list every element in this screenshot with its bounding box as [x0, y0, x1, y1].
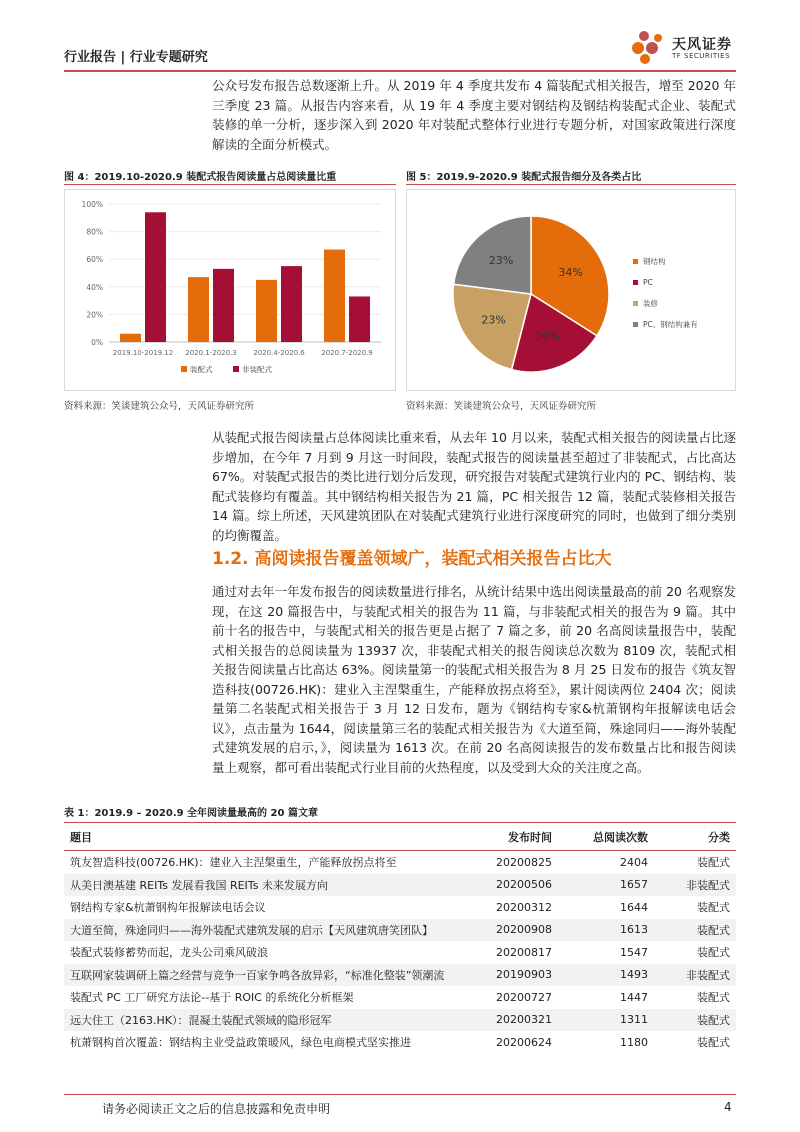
figure5-chart-frame [406, 189, 736, 391]
column-header-category: 分类 [654, 823, 736, 851]
cell-category: 装配式 [697, 856, 730, 870]
cell-title: 装配式装修蓄势而起，龙头公司乘风破浪 [70, 946, 268, 960]
bar-prefab [188, 277, 209, 342]
brand-name-en: TF SECURITIES [672, 52, 731, 60]
cell-reads: 2404 [620, 855, 648, 869]
ranking-paragraph: 通过对去年一年发布报告的阅读数量进行排名，从统计结果中选出阅读量最高的前 20 名观察发现，在这 20 篇报告中，与装配式相关的报告为 11 篇，与非装配式相关的报告为 9 篇。其中前十名的报告中，与装配式相关的报告更是占据了 7 篇之多，前 20 名高阅读量报告中，装配式相关报告的总阅读量为 13937 次，非装配式相关的报告阅读总次数为 8109 次，装配式相关报告阅读量占比高达 63%。阅读量第一的装配式相关报告为 8 月 25 日发布的报告《筑友智造科技(00726.HK)：建业入主涅槃重生，产能释放拐点将至》，累计阅读两位 2404 次；阅读量第二名装配式相关报告于 3 月 12 日发布，题为《钢结构专家&杭萧钢构年报解读电话会议》，点击量为 1644，阅读量第三名的装配式相关报告为《大道至简，殊途同归——海外装配式建筑发展的启示，》，阅读量为 1613 次。在前 20 名高阅读报告的发布数量占比和报告阅读量上观察，都可看出装配式行业目前的火热程度，以及受到大众的关注度之高。 [212, 584, 736, 775]
figure5-title-rule [406, 184, 736, 185]
cell-reads: 1180 [620, 1035, 648, 1049]
bar-prefab [120, 334, 141, 342]
bar-non-prefab [349, 296, 370, 342]
cell-category: 装配式 [697, 1036, 730, 1050]
figure4-chart-frame [64, 189, 396, 391]
pie-data-label: 23% [481, 313, 506, 327]
cell-title: 互联网家装调研上篇之经营与竞争一百家争鸣各放异彩，“标准化整装”领潮流 [64, 964, 476, 987]
table-row [64, 919, 736, 942]
figure4-title: 图 4：2019.10-2020.9 装配式报告阅读量占总阅读量比重 [64, 172, 337, 183]
cell-category: 装配式 [654, 919, 736, 942]
footer-disclaimer: 请务必阅读正文之后的信息披露和免责申明 [102, 1102, 331, 1116]
table-row [64, 986, 736, 1009]
y-tick-label: 20% [86, 310, 103, 320]
cell-title: 装配式 PC 工厂研究方法论--基于 ROIC 的系统化分析框架 [70, 991, 354, 1005]
cell-title: 筑友智造科技(00726.HK)：建业入主涅槃重生，产能释放拐点将至 [70, 856, 397, 870]
table-row [64, 1031, 736, 1054]
x-tick-label: 2020.7-2020.9 [321, 349, 373, 357]
legend-swatch [633, 322, 638, 327]
table-header-row [64, 823, 736, 851]
footer-divider [64, 1094, 736, 1095]
y-tick-label: 100% [81, 200, 103, 209]
header-divider [64, 70, 736, 72]
figure5-pie-chart [407, 190, 735, 390]
tf-logo-icon [628, 28, 672, 68]
table-row [64, 896, 736, 919]
legend-label: 钢结构 [643, 257, 666, 266]
cell-title: 杭萧钢构首次覆盖：钢结构主业受益政策暖风，绿色电商模式坚实推进 [70, 1036, 411, 1050]
cell-date: 20200312 [496, 900, 552, 914]
x-tick-label: 2020.1-2020.3 [185, 349, 237, 357]
y-tick-label: 80% [86, 227, 103, 237]
column-header-reads: 总阅读次数 [558, 823, 654, 851]
cell-title: 钢结构专家&杭萧钢构年报解读电话会议 [70, 901, 266, 915]
cell-category: 装配式 [697, 901, 730, 915]
top-articles-table [64, 822, 736, 1054]
cell-category: 非装配式 [654, 874, 736, 897]
cell-date: 20200825 [496, 855, 552, 869]
table-row [64, 941, 736, 964]
cell-reads: 1493 [558, 964, 654, 987]
cell-title: 大道至简，殊途同归——海外装配式建筑发展的启示【天风建筑唐笑团队】 [64, 919, 476, 942]
pie-data-label: 23% [488, 254, 514, 268]
figure4-bar-chart [65, 190, 395, 390]
legend-label: 装配式 [190, 365, 213, 374]
header-title: 行业报告 | 行业专题研究 [64, 50, 208, 65]
figure5-title: 图 5：2019.9-2020.9 装配式报告细分及各类占比 [406, 172, 642, 183]
bar-non-prefab [213, 269, 234, 342]
cell-reads: 1547 [620, 945, 648, 959]
y-tick-label: 0% [91, 338, 103, 347]
cell-date: 20200908 [476, 919, 558, 942]
legend-swatch [633, 280, 638, 285]
cell-title: 远大住工（2163.HK）：混凝土装配式领域的隐形冠军 [64, 1009, 476, 1032]
cell-date: 20200727 [496, 990, 552, 1004]
bar-non-prefab [145, 212, 166, 342]
cell-reads: 1644 [620, 900, 648, 914]
intro-paragraph: 公众号发布报告总数逐渐上升。从 2019 年 4 季度共发布 4 篇装配式相关报告，增至 2020 年三季度 23 篇。从报告内容来看，从 19 年 4 季度主要对钢结构及钢结构装配式企业、装配式装修的单一分析，逐步深入到 2020 年对装配式整体行业进行专题分析，对国家政策进行深度解读的全面分析模式。 [212, 78, 736, 152]
x-tick-label: 2020.4-2020.6 [253, 349, 305, 357]
cell-reads: 1613 [558, 919, 654, 942]
pie-data-label: 20% [535, 330, 560, 344]
table-row [64, 964, 736, 987]
cell-date: 20200506 [476, 874, 558, 897]
cell-date: 20190903 [476, 964, 558, 987]
pie-data-label: 34% [558, 266, 583, 280]
legend-label: PC、钢结构兼有 [643, 320, 698, 329]
cell-title: 从美日澳基建 REITs 发展看我国 REITs 未来发展方向 [64, 874, 476, 897]
figure4-title-rule [64, 184, 396, 185]
analysis-paragraph: 从装配式报告阅读量占总体阅读比重来看，从去年 10 月以来，装配式相关报告的阅读量占比逐步增加，在今年 7 月到 9 月这一时间段，装配式报告的阅读量甚至超过了非装配式，占比高达 67%。对装配式报告的类比进行划分后发现，研究报告对装配式建筑行业内的 PC、钢结构、装配式装修均有覆盖。其中钢结构相关报告为 21 篇，PC 相关报告 12 篇，装配式装修相关报告 14 篇。综上所述，天风建筑团队在对装配式建筑行业进行深度研究的同时，也做到了细分类别的均衡覆盖。 [212, 430, 736, 543]
cell-category: 装配式 [697, 946, 730, 960]
legend-swatch [633, 259, 638, 264]
cell-reads: 1657 [558, 874, 654, 897]
table-row [64, 874, 736, 897]
x-tick-label: 2019.10-2019.12 [112, 349, 174, 357]
column-header-date: 发布时间 [476, 823, 558, 851]
figure5-source: 资料来源：笑谈建筑公众号，天风证券研究所 [406, 401, 597, 412]
cell-date: 20200321 [476, 1009, 558, 1032]
legend-swatch [633, 301, 638, 306]
cell-reads: 1311 [558, 1009, 654, 1032]
cell-category: 装配式 [654, 1009, 736, 1032]
legend-label: PC [643, 278, 653, 287]
column-header-title: 题目 [64, 823, 476, 851]
bar-non-prefab [281, 266, 302, 342]
figure4-source: 资料来源：笑谈建筑公众号，天风证券研究所 [64, 401, 255, 412]
legend-swatch [181, 366, 187, 372]
bar-prefab [324, 250, 345, 342]
legend-swatch [233, 366, 239, 372]
table-caption: 表 1：2019.9 – 2020.9 全年阅读量最高的 20 篇文章 [64, 808, 318, 819]
brand-name: 天风证券 [672, 37, 732, 53]
legend-label: 装修 [643, 299, 658, 308]
y-tick-label: 60% [86, 255, 103, 265]
section-heading: 1.2. 高阅读报告覆盖领域广，装配式相关报告占比大 [212, 549, 612, 569]
legend-label: 非装配式 [242, 365, 272, 374]
cell-date: 20200817 [496, 945, 552, 959]
cell-reads: 1447 [620, 990, 648, 1004]
table-row [64, 851, 736, 874]
cell-date: 20200624 [496, 1035, 552, 1049]
table-row [64, 1009, 736, 1032]
cell-category: 装配式 [697, 991, 730, 1005]
y-tick-label: 40% [86, 282, 103, 292]
page-number: 4 [724, 1100, 732, 1114]
cell-category: 非装配式 [654, 964, 736, 987]
bar-prefab [256, 280, 277, 342]
